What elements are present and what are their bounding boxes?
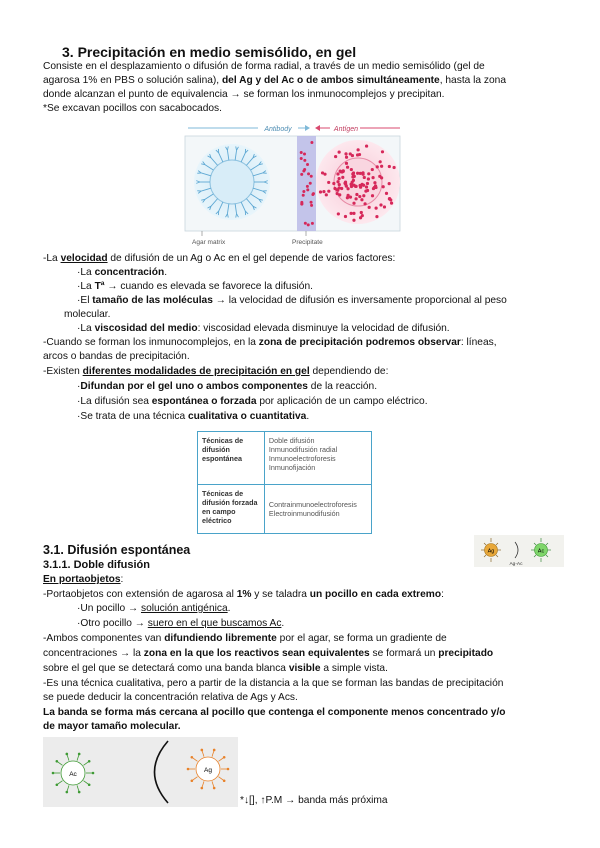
factor-tamano-cont: molecular. <box>64 309 111 320</box>
section-3-1-heading: 3.1. Difusión espontánea <box>43 543 191 557</box>
row1-values: Doble difusión Inmunodifusión radial Inmunoelectroforesis Inmunofijación <box>264 432 371 485</box>
agar-matrix-label: Agar matrix <box>192 239 226 246</box>
factor-temperatura: ·La Tª → cuando es elevada se favorece la difusión. <box>77 281 313 292</box>
portaobjetos-heading: En portaobjetos: <box>43 574 124 585</box>
p1-line: -Portaobjetos con extensión de agarosa al 1% y se taladra un pocillo en cada extremo: <box>43 589 444 600</box>
modalidad-3: ·Se trata de una técnica cualitativa o cuantitativa. <box>77 411 310 422</box>
svg-text:Ac: Ac <box>537 548 545 555</box>
section-3-1-1-heading: 3.1.1. Doble difusión <box>43 559 150 571</box>
velocidad-para: -La velocidad de difusión de un Ag o Ac en el gel depende de varios factores: <box>43 253 396 264</box>
table-row <box>198 432 372 485</box>
row2-label: Técnicas de difusión forzada en campo eléctrico <box>198 485 265 534</box>
antibody-well <box>210 160 254 204</box>
svg-text:Ag: Ag <box>204 767 212 774</box>
row1-label: Técnicas de difusión espontánea <box>198 432 265 485</box>
antigen-label: Antígen <box>333 126 359 133</box>
p2-line-3: sobre el gel que se detectará como una banda blanca visible a simple vista. <box>43 663 388 674</box>
footnote: *↓[], ↑P.M → banda más próxima <box>240 795 388 806</box>
diffusion-diagram <box>180 118 405 250</box>
antibody-arrow <box>188 125 310 131</box>
double-diffusion-diagram <box>43 737 238 807</box>
factor-concentracion: ·La concentración. <box>77 267 168 278</box>
svg-text:Ac: Ac <box>69 771 77 778</box>
p2-line-1: -Ambos componentes van difundiendo libremente por el agar, se forma un gradiente de <box>43 633 447 644</box>
factor-viscosidad: ·La viscosidad del medio: viscosidad elevada disminuye la velocidad de difusión. <box>77 323 450 334</box>
precipitate-label: Precipitate <box>292 239 323 246</box>
existen-para: -Existen diferentes modalidades de precipitación en gel dependiendo de: <box>43 366 389 377</box>
intro-line-2: agarosa 1% en PBS o solución salina), del Ag y del Ac o de ambos simultáneamente, hasta la zona <box>43 75 506 86</box>
intro-line-1: Consiste en el desplazamiento o difusión de forma radial, a través de un medio semisólido (gel de <box>43 61 485 72</box>
p4-line-2: de mayor tamaño molecular. <box>43 721 181 732</box>
p4-line-1: La banda se forma más cercana al pocillo que contenga el componente menos concentrado y/o <box>43 707 506 718</box>
intro-line-4: *Se excavan pocillos con sacabocados. <box>43 103 222 114</box>
precipitate-band <box>297 136 316 231</box>
factor-tamano: ·El tamaño de las moléculas → la velocidad de difusión es inversamente proporcional al peso <box>77 295 507 306</box>
techniques-table <box>197 431 372 534</box>
pocillo-1: ·Un pocillo → solución antigénica. <box>77 603 231 614</box>
page-title: 3. Precipitación en medio semisólido, en gel <box>62 44 357 60</box>
svg-text:Ag: Ag <box>487 548 495 555</box>
modalidad-2: ·La difusión sea espontánea o forzada por aplicación de un campo eléctrico. <box>77 396 428 407</box>
cuando-para-2: arcos o bandas de precipitación. <box>43 351 190 362</box>
intro-line-3: donde alcanzan el punto de equivalencia → se forman los inmunocomplejos y precipitan. <box>43 89 445 100</box>
ag-ac-label: Ag-Ac <box>509 562 523 567</box>
p3-line-2: se puede deducir la concentración relativa de Ags y Acs. <box>43 692 298 703</box>
antibody-label: Antibody <box>264 126 292 133</box>
p3-line-1: -Es una técnica cualitativa, pero a partir de la distancia a la que se forman las bandas de precipitación <box>43 678 504 689</box>
ag-ac-diagram <box>474 535 564 567</box>
cuando-para-1: -Cuando se forman los inmunocomplejos, en la zona de precipitación podremos observar: líneas, <box>43 337 497 348</box>
pocillo-2: ·Otro pocillo → suero en el que buscamos Ac. <box>77 618 285 629</box>
modalidad-1: ·Difundan por el gel uno o ambos componentes de la reacción. <box>77 381 378 392</box>
table-row <box>198 485 372 534</box>
row2-values: Contrainmunoelectroforesis Electroinmunodifusión <box>264 485 371 534</box>
p2-line-2: concentraciones → la zona en la que los reactivos sean equivalentes se formará un precipitado <box>43 648 494 659</box>
